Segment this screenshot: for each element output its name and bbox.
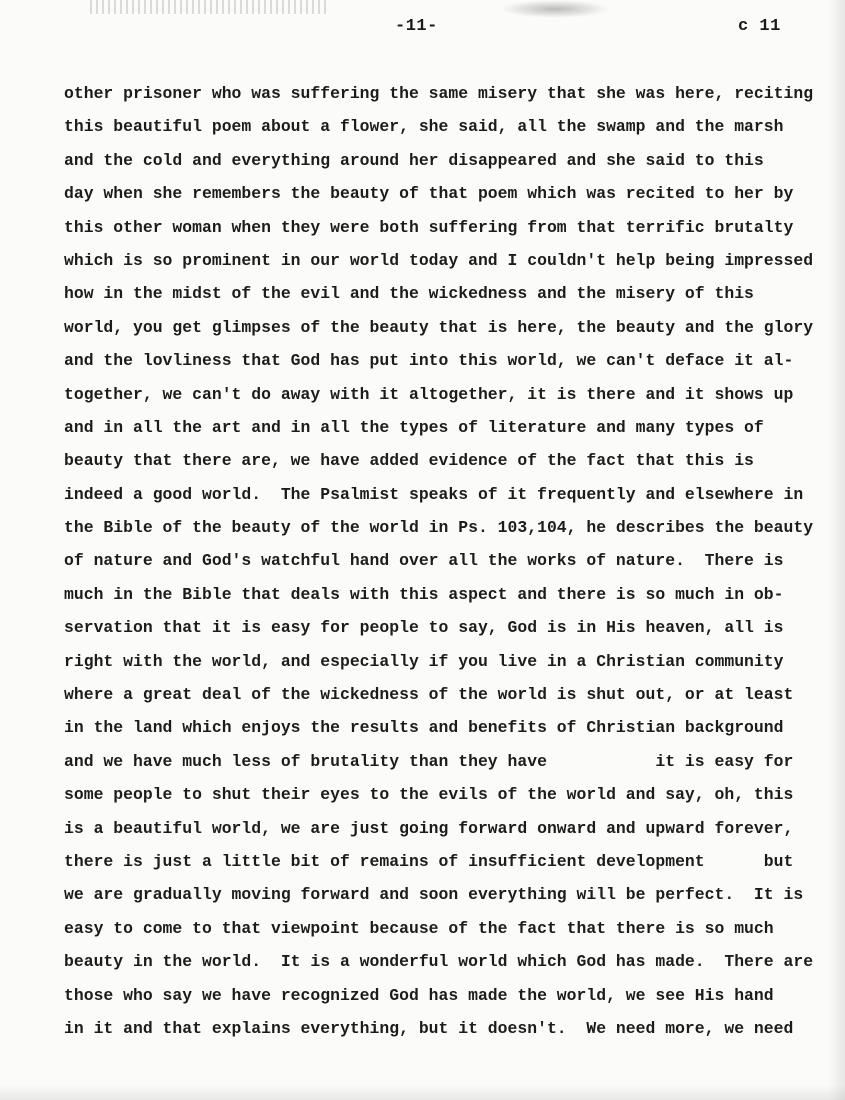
text-line: those who say we have recognized God has made the world, we see His hand: [64, 985, 774, 1005]
text-line: in it and that explains everything, but it doesn't. We need more, we need: [64, 1018, 794, 1038]
text-line: world, you get glimpses of the beauty that is here, the beauty and the glory: [64, 317, 814, 337]
text-line: day when she remembers the beauty of that poem which was recited to her by: [64, 184, 794, 204]
text-line: which is so prominent in our world today and I couldn't help being impressed: [64, 250, 814, 270]
text-line: we are gradually moving forward and soon everything will be perfect. It is: [64, 885, 804, 905]
body-text: [64, 82, 834, 1050]
page-code: c 11: [738, 17, 781, 36]
text-line: servation that it is easy for people to say, God is in His heaven, all is: [64, 618, 784, 638]
text-line: and we have much less of brutality than they have it is easy for: [64, 751, 794, 771]
scan-smudge: [500, 0, 610, 18]
text-line: and in all the art and in all the types of literature and many types of: [64, 417, 764, 437]
text-line: beauty in the world. It is a wonderful world which God has made. There are: [64, 952, 814, 972]
text-line: indeed a good world. The Psalmist speaks of it frequently and elsewhere in: [64, 484, 804, 504]
scan-smudge: [90, 0, 330, 14]
text-line: other prisoner who was suffering the same misery that she was here, reciting: [64, 84, 814, 103]
text-line: this other woman when they were both suffering from that terrific brutalty: [64, 217, 794, 237]
text-line: where a great deal of the wickedness of the world is shut out, or at least: [64, 685, 794, 705]
text-line: some people to shut their eyes to the evils of the world and say, oh, this: [64, 785, 794, 805]
text-line: much in the Bible that deals with this aspect and there is so much in ob-: [64, 584, 784, 604]
page-edge-shadow: [0, 1085, 845, 1100]
text-line: beauty that there are, we have added evidence of the fact that this is: [64, 451, 754, 471]
text-line: this beautiful poem about a flower, she said, all the swamp and the marsh: [64, 117, 784, 137]
text-line: and the cold and everything around her disappeared and she said to this: [64, 150, 764, 170]
text-line: is a beautiful world, we are just going forward onward and upward forever,: [64, 818, 794, 838]
text-line: of nature and God's watchful hand over all the works of nature. There is: [64, 551, 784, 571]
text-line: right with the world, and especially if you live in a Christian community: [64, 651, 784, 671]
text-line: easy to come to that viewpoint because of the fact that there is so much: [64, 918, 774, 938]
text-line: together, we can't do away with it altogether, it is there and it shows up: [64, 384, 794, 404]
text-line: and the lovliness that God has put into this world, we can't deface it al-: [64, 351, 794, 371]
text-line: how in the midst of the evil and the wickedness and the misery of this: [64, 284, 754, 304]
page-number: -11-: [395, 17, 438, 36]
text-line: in the land which enjoys the results and benefits of Christian background: [64, 718, 784, 738]
text-line: there is just a little bit of remains of insufficient development but: [64, 851, 794, 871]
text-line: the Bible of the beauty of the world in Ps. 103,104, he describes the beauty: [64, 518, 814, 538]
